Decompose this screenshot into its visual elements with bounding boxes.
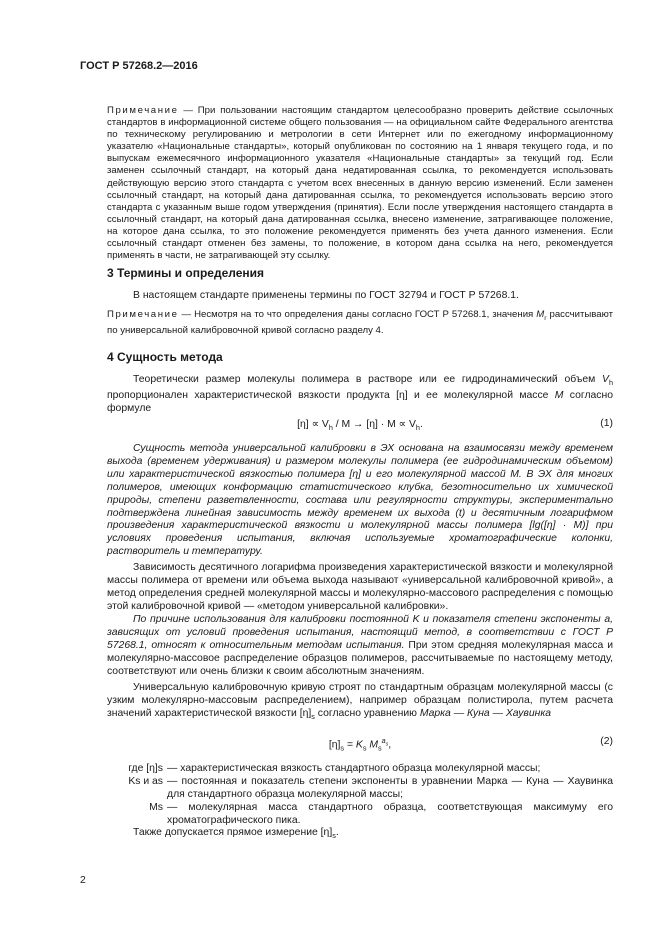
section-4-paragraph-1 xyxy=(107,374,613,416)
formula-part: . xyxy=(419,419,423,430)
subscript: s xyxy=(332,831,336,841)
text: Также допускается прямое измерение [η] xyxy=(133,827,333,838)
formula-1-number: (1) xyxy=(600,418,613,429)
formula-part: M xyxy=(366,739,379,751)
section-4-paragraph-4 xyxy=(107,614,613,679)
where-description: — характеристическая вязкость стандартного образца молекулярной массы; xyxy=(167,763,541,774)
text: согласно формуле xyxy=(107,389,613,414)
section-4-title: 4 Сущность метода xyxy=(107,350,223,364)
formula-part: / M → [η] · M ∝ V xyxy=(332,419,416,430)
note-text: — При пользовании настоящим стандартом целесообразно проверить действие ссылочных стандартов в информационной системе общего пользования — на официальном сайте Федерального агентства по техническому регулированию и метрологии в сети Интернет или по ежегодному информационному указателю «Национальные стандарты», который опубликован по состоянию на 1 января текущего года, и по выпускам ежемесячного информационного указателя «Национальные стандарты» за текущий год. Если заменен ссылочный стандарт, на который дана недатированная ссылка, то рекомендуется использовать действующую версию этого стандарта с учетом всех внесенных в данную версию изменений. Если заменен ссылочный стандарт, на который дана датированная ссылка, то рекомендуется использовать версию этого стандарта с указанным выше годом утверждения (принятия). Если после утверждения настоящего стандарта в ссылочный стандарт, на который дана датированная ссылка, внесено изменение, затрагивающее положение, на которое дана ссылка, то это положение рекомендуется применять без учета данного изменения. Если ссылочный стандарт отменен без замены, то положение, в котором дана ссылка на него, рекомендуется применять в части, не затрагивающей эту ссылку. xyxy=(107,105,613,262)
where-row xyxy=(87,776,613,802)
text: Универсальную калибровочную кривую строят по стандартным образцам молекулярной массы (с узким молекулярно-массовым распределением), например образцам полистирола, путем расчета значений характеристической вязкости [η] xyxy=(107,682,613,719)
note-text: рассчитывают по универсальной калибровочной кривой согласно разделу 4. xyxy=(107,309,613,336)
text: Теоретически размер молекулы полимера в растворе или ее гидродинамический объем xyxy=(133,374,603,385)
where-description: — постоянная и показатель степени экспоненты в уравнении Марка — Куна — Хаувинка для стандартного образца молекулярной массы; xyxy=(167,776,613,800)
subscript: h xyxy=(608,378,613,388)
section-4-paragraph-6 xyxy=(107,827,613,843)
note-text: — Несмотря на то что определения даны согласно ГОСТ Р 57268.1, значения xyxy=(178,309,537,320)
italic-text: Марка — Куна — Хаувинка xyxy=(419,707,552,719)
section-4-paragraph-3: Зависимость десятичного логарифма произведения характеристической вязкости и молекулярной массы полимера от времени или объема выхода называют «универсальной калибровочной кривой», а метод определения средней молекулярной массы и молекулярно-массового распределения с помощью этой калибровочной кривой — «методом универсальной калибровки». xyxy=(107,562,613,612)
text: пропорционален характеристической вязкости продукта [η] и ее молекулярной массе xyxy=(107,389,555,401)
section-3-note xyxy=(107,309,613,337)
variable: V xyxy=(602,374,609,385)
formula-superscript-base: a xyxy=(381,736,386,745)
formula-1-expression xyxy=(107,418,613,432)
variable: M xyxy=(554,389,564,401)
section-4-paragraph-2: Сущность метода универсальной калибровки в ЭХ основана на взаимосвязи между временем выхода (временем удерживания) и размером молекулы полимера (ее гидродинамическим объемом) или характеристической вязкостью полимера [η] и его молекулярной массой M. В ЭХ для многих полимеров, имеющих конформацию статистического клубка, безотносительно их химической природы, степени разветвленности, состава или регулярности структуры, экспериментально подтверждена линейная зависимость между временем их выхода (t) и десятичным логарифмом произведения характеристической вязкости и молекулярной массы полимера [lg([η] · M)] при условиях проведения испытания, включая используемые хроматографические колонки, растворитель и температуру. xyxy=(107,443,613,558)
formula-part: , xyxy=(388,739,392,751)
page-number: 2 xyxy=(80,875,86,886)
formula-subscript: s xyxy=(340,743,345,753)
text: согласно уравнению xyxy=(314,707,420,719)
formula-subscript: h xyxy=(415,423,420,433)
section-3-title: 3 Термины и определения xyxy=(107,266,265,280)
note-label: Примечание xyxy=(107,309,179,320)
formula-part: [η] ∝ V xyxy=(297,419,329,430)
section-3-paragraph: В настоящем стандарте применены термины по ГОСТ 32794 и ГОСТ Р 57268.1. xyxy=(133,290,519,301)
formula-1 xyxy=(107,418,613,432)
note-variable: M xyxy=(536,309,545,320)
formula-subscript: h xyxy=(328,423,333,433)
where-description: — молекулярная масса стандартного образца, соответствующая максимуму его хроматографического пика. xyxy=(167,802,613,826)
note-label: Примечание xyxy=(107,105,179,116)
section-4-paragraph-5 xyxy=(107,682,613,724)
formula-2-number: (2) xyxy=(600,736,613,747)
where-row xyxy=(87,802,613,828)
where-symbol: Ks и as xyxy=(128,776,163,787)
formula-2-expression xyxy=(107,736,613,753)
document-header: ГОСТ Р 57268.2—2016 xyxy=(80,60,198,72)
formula-part: = K xyxy=(344,739,363,751)
formula-subscript: s xyxy=(362,743,367,753)
where-symbol: Ms xyxy=(149,802,163,813)
formula-2 xyxy=(107,736,613,752)
text: . xyxy=(335,827,339,838)
text: При этом средняя молекулярная масса и молекулярно-массовое распределение образцов полимеров, рассчитываемые по настоящему методу, соответствуют или очень близки к своим абсолютным значениям. xyxy=(107,639,614,677)
formula-part: [η] xyxy=(328,739,341,751)
formula-superscript-subscript: s xyxy=(385,741,389,748)
where-row xyxy=(87,763,613,776)
where-symbol: где [η]s xyxy=(128,763,163,774)
note-subscript: r xyxy=(544,314,547,322)
subscript: s xyxy=(311,711,315,721)
formula-subscript: s xyxy=(378,743,382,753)
italic-text: По причине использования для калибровки постоянной K и показателя степени экспоненты a, зависящих от условий проведения испытания, настоящий метод, в соответствии с ГОСТ Р 57268.1, относят к относительным методам испытания. xyxy=(107,614,613,651)
reference-note xyxy=(107,105,613,262)
